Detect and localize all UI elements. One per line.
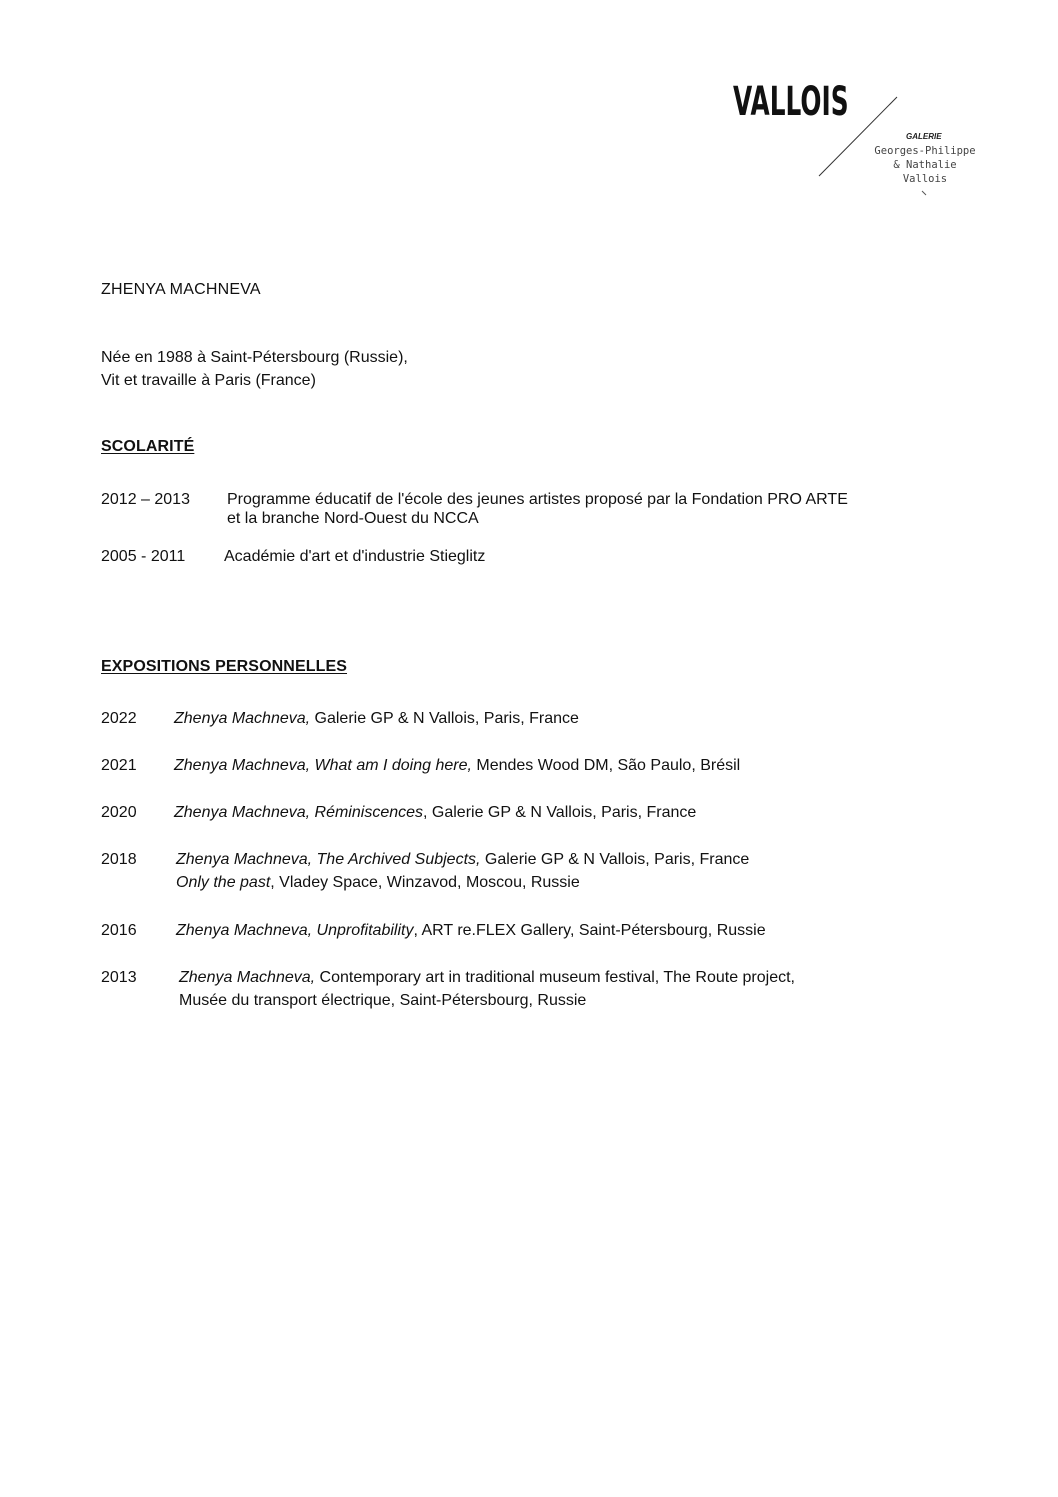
exhibition-title: Zhenya Machneva, What am I doing here, [174, 757, 472, 774]
education-years: 2005 - 2011 [101, 548, 186, 565]
logo-name-line-3: Vallois [902, 173, 948, 185]
exhibition-venue: Galerie GP & N Vallois, Paris, France [310, 710, 579, 727]
education-line: Académie d'art et d'industrie Stieglitz [224, 548, 486, 565]
exhibition-description [174, 801, 696, 824]
section-title-expositions: EXPOSITIONS PERSONNELLES [101, 658, 348, 675]
education-years: 2012 – 2013 [101, 491, 190, 508]
exhibition-line [176, 848, 749, 871]
exhibition-year: 2016 [101, 922, 137, 939]
exhibition-venue: Mendes Wood DM, São Paulo, Brésil [471, 757, 741, 774]
exhibition-venue: , ART re.FLEX Gallery, Saint-Pétersbourg, Russie [413, 922, 766, 939]
exhibition-venue: Galerie GP & N Vallois, Paris, France [480, 851, 750, 868]
exhibition-description [179, 966, 795, 1012]
exhibition-year: 2021 [101, 757, 137, 774]
exhibition-title: Zhenya Machneva, [174, 710, 311, 727]
exhibition-line-2: Musée du transport électrique, Saint-Pétersbourg, Russie [179, 992, 587, 1009]
artist-name: ZHENYA MACHNEVA [101, 281, 261, 298]
exhibition-year: 2020 [101, 804, 137, 821]
exhibition-title: Zhenya Machneva, The Archived Subjects, [176, 851, 481, 868]
section-title-scolarite: SCOLARITÉ [101, 438, 195, 455]
education-line: Programme éducatif de l'école des jeunes artistes proposé par la Fondation PRO ARTE [227, 491, 848, 508]
logo-tick-icon [921, 190, 931, 200]
exhibition-title: Zhenya Machneva, Unprofitability [176, 922, 414, 939]
logo-owner-names [870, 144, 980, 186]
exhibition-year: 2022 [101, 710, 137, 727]
exhibition-venue: , Galerie GP & N Vallois, Paris, France [423, 804, 697, 821]
exhibition-description [174, 754, 740, 777]
exhibition-venue-2: , Vladey Space, Winzavod, Moscou, Russie [270, 874, 580, 891]
exhibition-venue: Contemporary art in traditional museum festival, The Route project, [315, 969, 795, 986]
bio-birth: Née en 1988 à Saint-Pétersbourg (Russie), [101, 349, 408, 366]
exhibition-description [174, 707, 579, 730]
exhibition-description [176, 919, 766, 942]
gallery-logo [720, 80, 1020, 210]
education-line-2: et la branche Nord-Ouest du NCCA [227, 510, 479, 527]
logo-galerie-label: GALERIE [906, 132, 942, 141]
exhibition-line [179, 966, 795, 989]
exhibition-line-2 [176, 871, 749, 894]
exhibition-title-2: Only the past [176, 874, 271, 891]
exhibition-year: 2013 [101, 969, 137, 986]
logo-name-line-1: Georges-Philippe [874, 145, 976, 157]
exhibition-year: 2018 [101, 851, 137, 868]
exhibition-description [176, 848, 749, 894]
bio-residence: Vit et travaille à Paris (France) [101, 372, 316, 389]
logo-wordmark: VALLOIS [733, 79, 849, 125]
logo-name-line-2: & Nathalie [893, 159, 957, 171]
exhibition-title: Zhenya Machneva, [179, 969, 316, 986]
artist-bio [101, 346, 408, 392]
education-description [224, 545, 485, 568]
education-description [227, 488, 848, 530]
exhibition-title: Zhenya Machneva, Réminiscences [174, 804, 424, 821]
